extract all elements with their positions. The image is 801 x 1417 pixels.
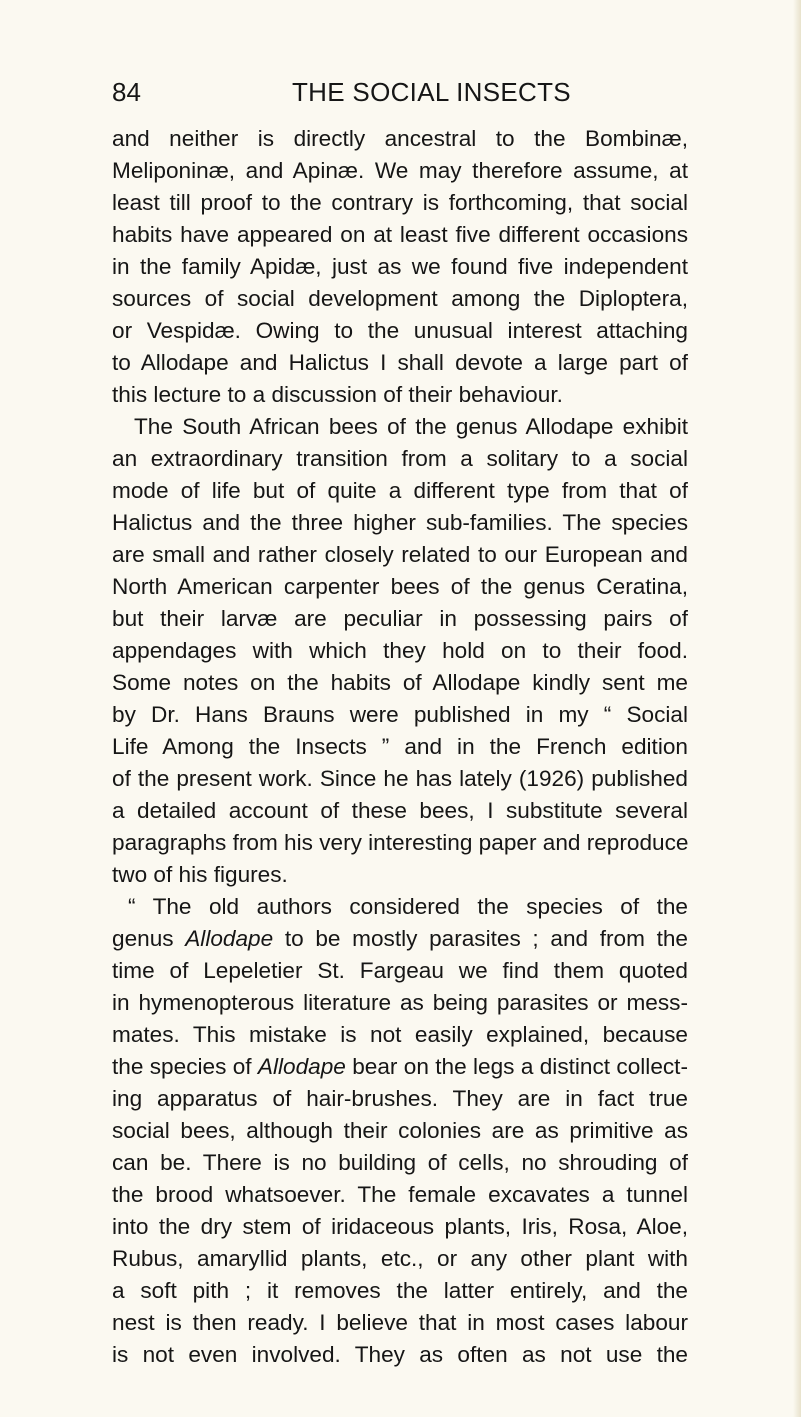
text-fragment: the species of	[112, 1054, 258, 1079]
text-fragment: to be mostly parasites ; and from the	[273, 926, 688, 951]
text-line: habits have appeared on at least five different occasions	[112, 222, 688, 247]
text-line: two of his figures.	[112, 862, 288, 887]
text-line: and neither is directly ancestral to the Bombinæ,	[112, 126, 688, 151]
text-line: the brood whatsoever. The female excavates a tunnel	[112, 1182, 688, 1207]
text-line: of the present work. Since he has lately (1926) published	[112, 766, 688, 791]
text-line: time of Lepeletier St. Fargeau we find them quoted	[112, 958, 688, 983]
text-fragment: genus	[112, 926, 186, 951]
text-line: can be. There is no building of cells, no shrouding of	[112, 1150, 688, 1175]
text-line: paragraphs from his very interesting paper and reproduce	[112, 830, 688, 855]
text-line: Rubus, amaryllid plants, etc., or any other plant with	[112, 1246, 688, 1271]
page-number: 84	[112, 77, 141, 107]
text-line: nest is then ready. I believe that in most cases labour	[112, 1310, 688, 1335]
text-line: ing apparatus of hair-brushes. They are in fact true	[112, 1086, 688, 1111]
text-line: to Allodape and Halictus I shall devote a large part of	[112, 350, 688, 375]
text-line: sources of social development among the Diploptera,	[112, 286, 688, 311]
page-header	[112, 72, 688, 112]
text-line: mates. This mistake is not easily explained, because	[112, 1022, 688, 1047]
text-line: in the family Apidæ, just as we found five independent	[112, 254, 688, 279]
text-line: mode of life but of quite a different type from that of	[112, 478, 688, 503]
text-line: by Dr. Hans Brauns were published in my “ Social	[112, 702, 688, 727]
text-line: a detailed account of these bees, I substitute several	[112, 798, 688, 823]
text-line: is not even involved. They as often as not use the	[112, 1342, 688, 1367]
page-edge-shadow	[793, 0, 801, 1417]
text-line: “ The old authors considered the species of the	[128, 894, 688, 919]
running-title: THE SOCIAL INSECTS	[292, 77, 571, 107]
genus-name-italic: Allodape	[257, 1054, 346, 1079]
text-line	[112, 1051, 688, 1083]
text-line: in hymenopterous literature as being parasites or mess-	[112, 990, 688, 1015]
text-line: are small and rather closely related to our European and	[112, 542, 688, 567]
text-line: or Vespidæ. Owing to the unusual interest attaching	[112, 318, 688, 343]
text-line: The South African bees of the genus Allodape exhibit	[134, 414, 688, 439]
text-line: a soft pith ; it removes the latter entirely, and the	[112, 1278, 688, 1303]
text-fragment: bear on the legs a distinct collect-	[345, 1054, 688, 1079]
text-line: Some notes on the habits of Allodape kindly sent me	[112, 670, 688, 695]
text-line: appendages with which they hold on to their food.	[112, 638, 688, 663]
text-line	[112, 923, 688, 955]
text-line: social bees, although their colonies are as primitive as	[112, 1118, 688, 1143]
text-line: but their larvæ are peculiar in possessing pairs of	[112, 606, 688, 631]
text-line: into the dry stem of iridaceous plants, Iris, Rosa, Aloe,	[112, 1214, 688, 1239]
text-line: Meliponinæ, and Apinæ. We may therefore assume, at	[112, 158, 688, 183]
body-text	[112, 123, 688, 1371]
text-line: Halictus and the three higher sub-families. The species	[112, 510, 688, 535]
text-line: North American carpenter bees of the genus Ceratina,	[112, 574, 688, 599]
text-line: Life Among the Insects ” and in the French edition	[112, 734, 688, 759]
genus-name-italic: Allodape	[185, 926, 274, 951]
text-line: least till proof to the contrary is forthcoming, that social	[112, 190, 688, 215]
text-line: this lecture to a discussion of their behaviour.	[112, 382, 563, 407]
text-line: an extraordinary transition from a solitary to a social	[112, 446, 688, 471]
